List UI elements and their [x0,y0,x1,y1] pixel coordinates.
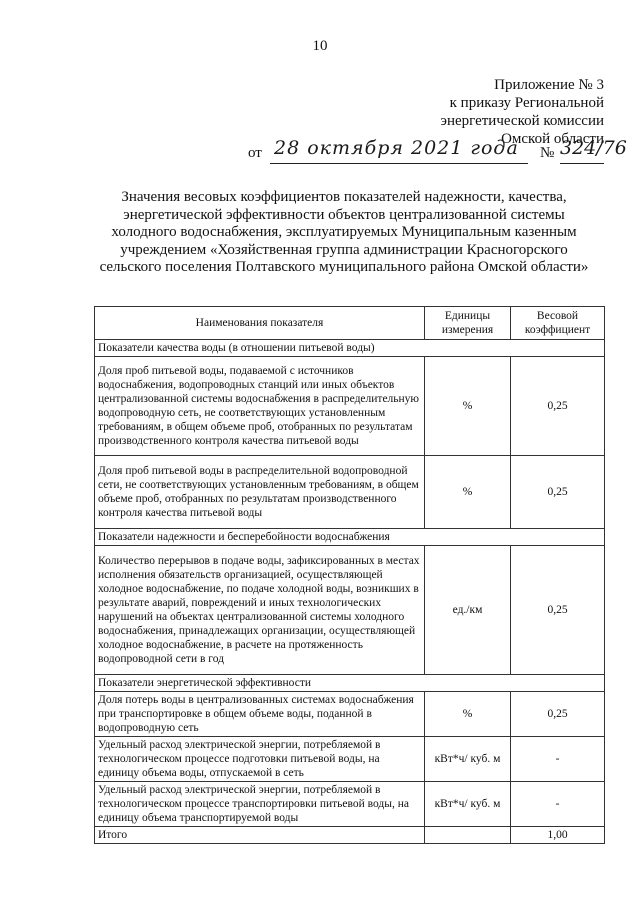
table-header-row [95,307,605,340]
total-label: Итого [95,827,425,844]
indicator-name: Удельный расход электрической энергии, потребляемой в технологическом процессе транспортировки питьевой воды, на единицу объема транспортируемой воды [95,782,425,827]
table-row [95,782,605,827]
page-number: 10 [312,38,328,54]
total-unit [425,827,511,844]
indicator-unit: кВт*ч/ куб. м [425,737,511,782]
indicator-unit: ед./км [425,546,511,675]
appendix-line: к приказу Региональной [449,95,604,111]
indicator-name: Количество перерывов в подаче воды, зафиксированных в местах исполнения обязательств организацией, осуществляющей холодное водоснабжение, по подаче холодной воды, возникших в результате аварий, повреждений и иных технологических нарушений на объектах централизованной системы холодного водоснабжения, принадлежащих организации, осуществляющей холодное водоснабжение, в расчете на протяженность водопроводной сети в год [95,546,425,675]
number-sign: № [540,145,555,161]
total-row [95,827,605,844]
indicator-coefficient: - [511,737,605,782]
header-unit: Единицы измерения [425,307,511,340]
indicator-unit: % [425,692,511,737]
indicators-table [94,306,605,844]
indicator-name: Доля потерь воды в централизованных системах водоснабжения при транспортировке в общем объеме воды, поданной в водопроводную сеть [95,692,425,737]
section-title: Показатели качества воды (в отношении питьевой воды) [95,340,605,357]
appendix-line: Приложение № 3 [494,77,604,93]
indicator-unit: % [425,456,511,529]
indicator-name: Удельный расход электрической энергии, потребляемой в технологическом процессе подготовки питьевой воды, на единицу объема воды, отпускаемой в сеть [95,737,425,782]
table-row [95,456,605,529]
total-coefficient: 1,00 [511,827,605,844]
document-title: Значения весовых коэффициентов показателей надежности, качества, энергетической эффективности объектов централизованной системы холодного водоснабжения, эксплуатируемых Муниципальным казенным учреждением «Хозяйственная группа администрации Красногорского сельского поселения Полтавского муниципального района Омской области» [99,189,589,275]
indicator-unit: кВт*ч/ куб. м [425,782,511,827]
indicator-unit: % [425,357,511,456]
indicator-name: Доля проб питьевой воды в распределительной водопроводной сети, не соответствующих установленным требованиям, в общем объеме проб, отобранных по результатам производственного контроля качества питьевой воды [95,456,425,529]
table-row [95,357,605,456]
appendix-line: Омской области [501,131,604,147]
handwritten-date: 28 октября 2021 года [274,137,519,159]
appendix-line: энергетической комиссии [440,113,604,129]
indicator-coefficient: 0,25 [511,357,605,456]
section-row [95,529,605,546]
from-label: от [248,145,262,161]
indicator-coefficient: 0,25 [511,546,605,675]
table-row [95,546,605,675]
section-title: Показатели надежности и бесперебойности водоснабжения [95,529,605,546]
indicator-coefficient: - [511,782,605,827]
handwritten-number: 324/76 [560,137,627,159]
section-row [95,675,605,692]
section-title: Показатели энергетической эффективности [95,675,605,692]
header-coefficient: Весовой коэффициент [511,307,605,340]
table-row [95,692,605,737]
indicator-coefficient: 0,25 [511,456,605,529]
indicator-name: Доля проб питьевой воды, подаваемой с источников водоснабжения, водопроводных станций или иных объектов централизованной системы водоснабжения в распределительную водопроводную сеть, не соответствующих установленным требованиям, в общем объеме проб, отобранных по результатам производственного контроля качества питьевой воды [95,357,425,456]
order-number-field [560,137,627,164]
indicator-coefficient: 0,25 [511,692,605,737]
table-row [95,737,605,782]
section-row [95,340,605,357]
order-date-field [270,137,528,164]
header-name: Наименования показателя [95,307,425,340]
